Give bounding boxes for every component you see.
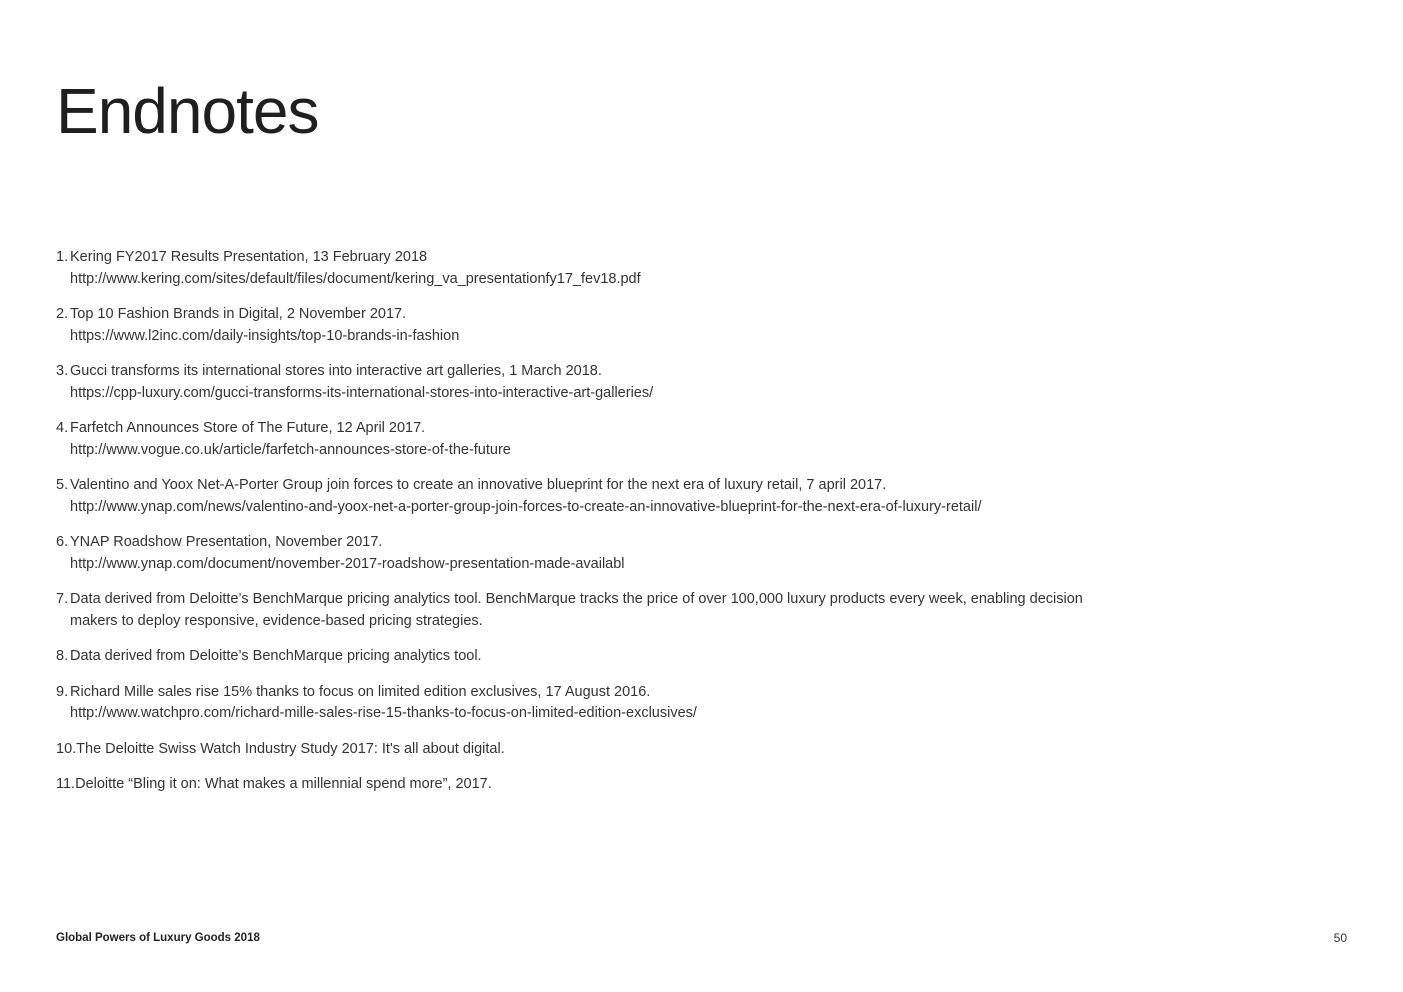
endnote-item (56, 682, 1116, 725)
endnote-link[interactable]: http://www.kering.com/sites/default/files/document/kering_va_presentationfy17_fev18.pdf (70, 270, 641, 287)
endnote-text: Top 10 Fashion Brands in Digital, 2 November 2017. (70, 306, 407, 322)
endnote-item (56, 589, 1116, 632)
footer-report-title: Global Powers of Luxury Goods 2018 (56, 932, 260, 944)
endnote-number: 6. (56, 534, 69, 550)
endnote-item (56, 532, 1116, 575)
endnote-text: Farfetch Announces Store of The Future, 12 April 2017. (70, 420, 426, 436)
endnote-item (56, 646, 1116, 668)
endnote-item (56, 739, 1116, 761)
endnote-item (56, 361, 1116, 404)
endnote-text: YNAP Roadshow Presentation, November 2017. (70, 534, 383, 550)
endnote-text: Data derived from Deloitte’s BenchMarque pricing analytics tool. BenchMarque tracks the price of over 100,000 luxury products every week, enabling decision makers to deploy responsive, evidence-based pricing strategies. (70, 591, 1083, 629)
endnote-link[interactable]: http://www.ynap.com/document/november-2017-roadshow-presentation-made-availabl (70, 555, 625, 572)
endnote-number: 9. (56, 683, 69, 700)
page-number: 50 (1333, 931, 1347, 945)
endnote-number: 2. (56, 306, 69, 322)
endnote-text: The Deloitte Swiss Watch Industry Study 2017: It's all about digital. (76, 740, 505, 757)
endnote-link[interactable]: https://www.l2inc.com/daily-insights/top-10-brands-in-fashion (70, 327, 460, 344)
endnote-link[interactable]: http://www.ynap.com/news/valentino-and-yoox-net-a-porter-group-join-forces-to-create-an-innovative-blueprint-for-the-next-era-of-luxury-retail/ (70, 498, 982, 515)
endnote-item (56, 774, 1116, 796)
endnote-number: 10. (56, 740, 77, 757)
endnotes-list (56, 247, 1116, 810)
endnote-number: 3. (56, 363, 69, 379)
endnote-number: 8. (56, 648, 69, 664)
endnote-number: 4. (56, 420, 69, 436)
endnote-number: 5. (56, 477, 69, 493)
endnote-link[interactable]: https://cpp-luxury.com/gucci-transforms-its-international-stores-into-interactive-art-galleries/ (70, 384, 654, 401)
endnote-text: Kering FY2017 Results Presentation, 13 February 2018 (70, 249, 428, 265)
endnote-number: 7. (56, 591, 69, 607)
endnote-text: Deloitte “Bling it on: What makes a millennial spend more”, 2017. (75, 776, 492, 792)
endnote-number: 1. (56, 249, 69, 265)
endnote-item (56, 304, 1116, 347)
endnote-item (56, 475, 1116, 518)
endnote-link[interactable]: http://www.vogue.co.uk/article/farfetch-announces-store-of-the-future (70, 441, 511, 458)
endnote-item (56, 247, 1116, 290)
endnote-text: Richard Mille sales rise 15% thanks to focus on limited edition exclusives, 17 August 2016. (70, 683, 651, 700)
endnote-text: Gucci transforms its international stores into interactive art galleries, 1 March 2018. (70, 363, 602, 379)
endnote-item (56, 418, 1116, 461)
endnote-text: Data derived from Deloitte’s BenchMarque pricing analytics tool. (70, 648, 482, 664)
endnote-link[interactable]: http://www.watchpro.com/richard-mille-sales-rise-15-thanks-to-focus-on-limited-edition-exclusives/ (70, 705, 697, 721)
endnote-number: 11. (56, 776, 76, 792)
endnote-text: Valentino and Yoox Net-A-Porter Group join forces to create an innovative blueprint for the next era of luxury retail, 7 april 2017. (70, 477, 887, 493)
page-title: Endnotes (56, 75, 319, 147)
